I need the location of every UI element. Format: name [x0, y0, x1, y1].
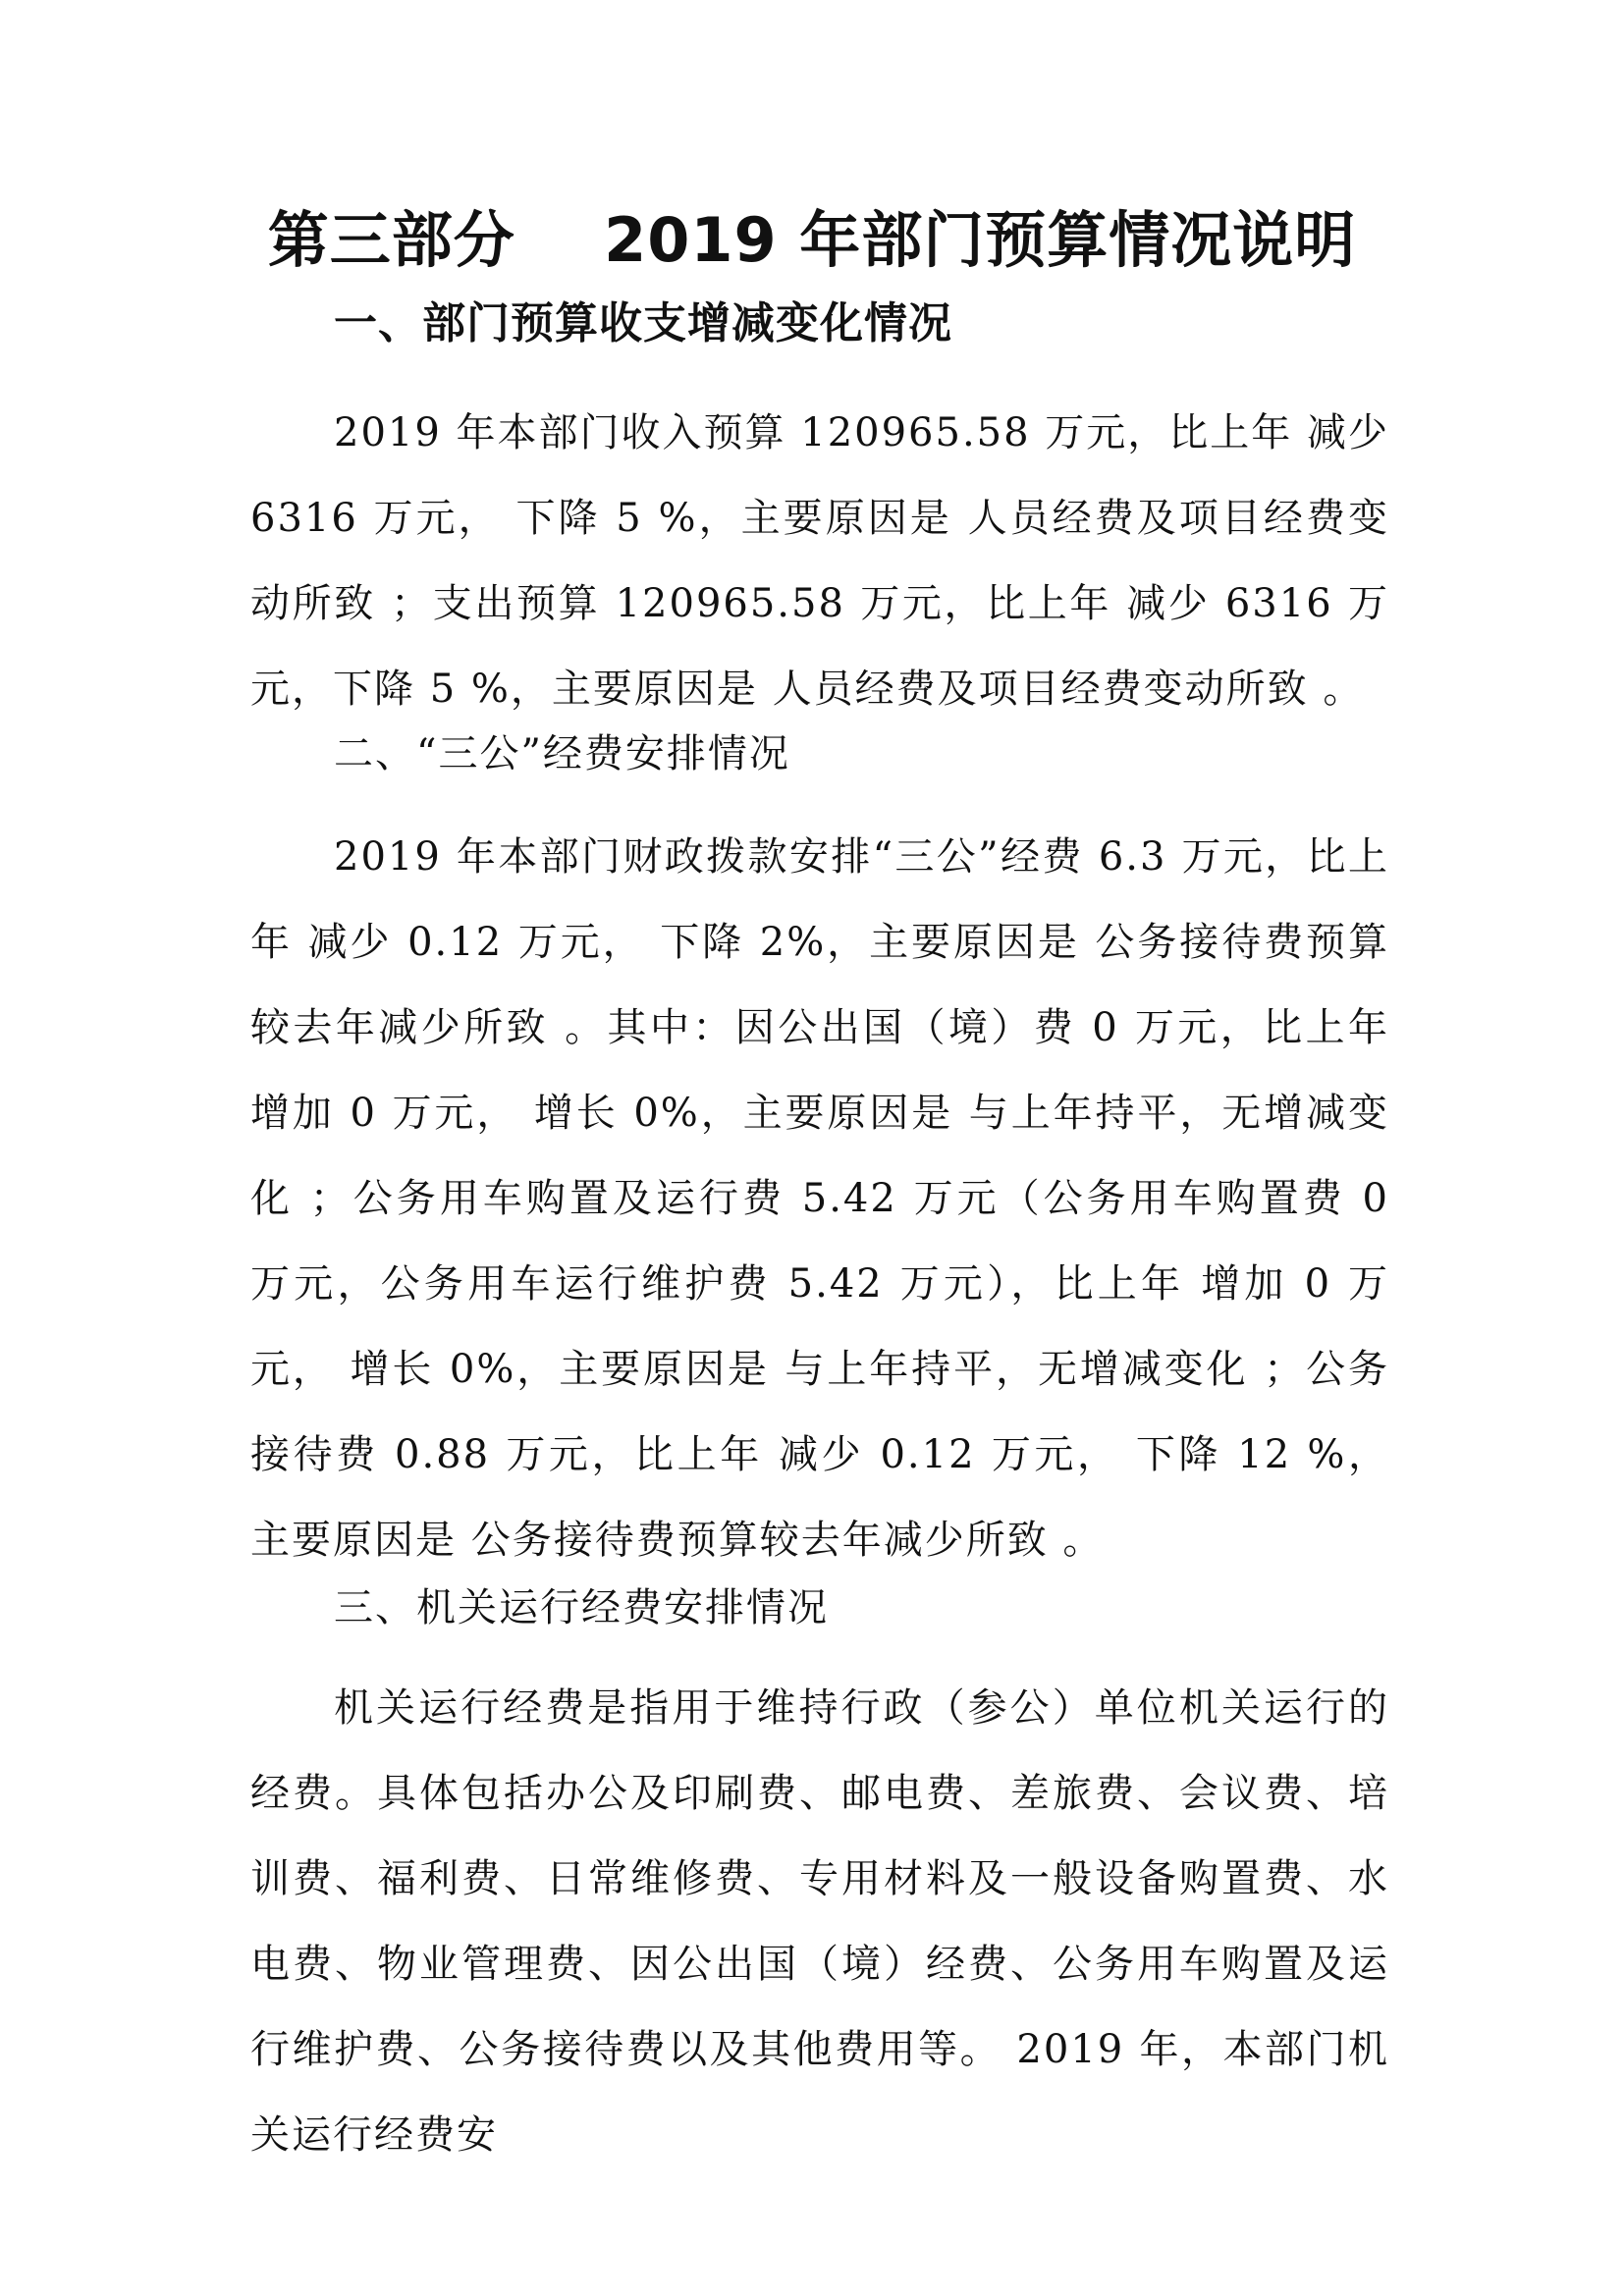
- document-title: 第三部分 2019 年部门预算情况说明: [267, 204, 1357, 276]
- section-1-paragraph: 2019 年本部门收入预算 120965.58 万元，比上年 减少 6316 万元， 下降 5 %，主要原因是 人员经费及项目经费变动所致 ；支出预算 120965.58 万元，比上年 减少 6316 万元，下降 5 %，主要原因是 人员经费及项目经费变动所致 。: [250, 410, 1389, 712]
- section-2-paragraph: 2019 年本部门财政拨款安排“三公”经费 6.3 万元，比上年 减少 0.12 万元， 下降 2%，主要原因是 公务接待费预算较去年减少所致 。其中：因公出国（境）费 0 万元，比上年 增加 0 万元， 增长 0%，主要原因是 与上年持平，无增减变化 ；公务用车购置及运行费 5.42 万元（公务用车购置费 0 万元，公务用车运行维护费 5.42 万元），比上年 增加 0 万元， 增长 0%，主要原因是 与上年持平，无增减变化 ；公务接待费 0.88 万元，比上年 减少 0.12 万元， 下降 12 %，主要原因是 公务接待费预算较去年减少所致 。: [250, 834, 1389, 1563]
- section-2-heading: 二、“三公”经费安排情况: [334, 731, 790, 776]
- section-3-paragraph: 机关运行经费是指用于维持行政（参公）单位机关运行的经费。具体包括办公及印刷费、邮电费、差旅费、会议费、培训费、福利费、日常维修费、专用材料及一般设备购置费、水电费、物业管理费、因公出国（境）经费、公务用车购置及运行维护费、公务接待费以及其他费用等。 2019 年，本部门机关运行经费安: [250, 1685, 1389, 2158]
- section-3-heading: 三、机关运行经费安排情况: [334, 1585, 829, 1630]
- section-1-heading: 一、部门预算收支增减变化情况: [334, 298, 952, 348]
